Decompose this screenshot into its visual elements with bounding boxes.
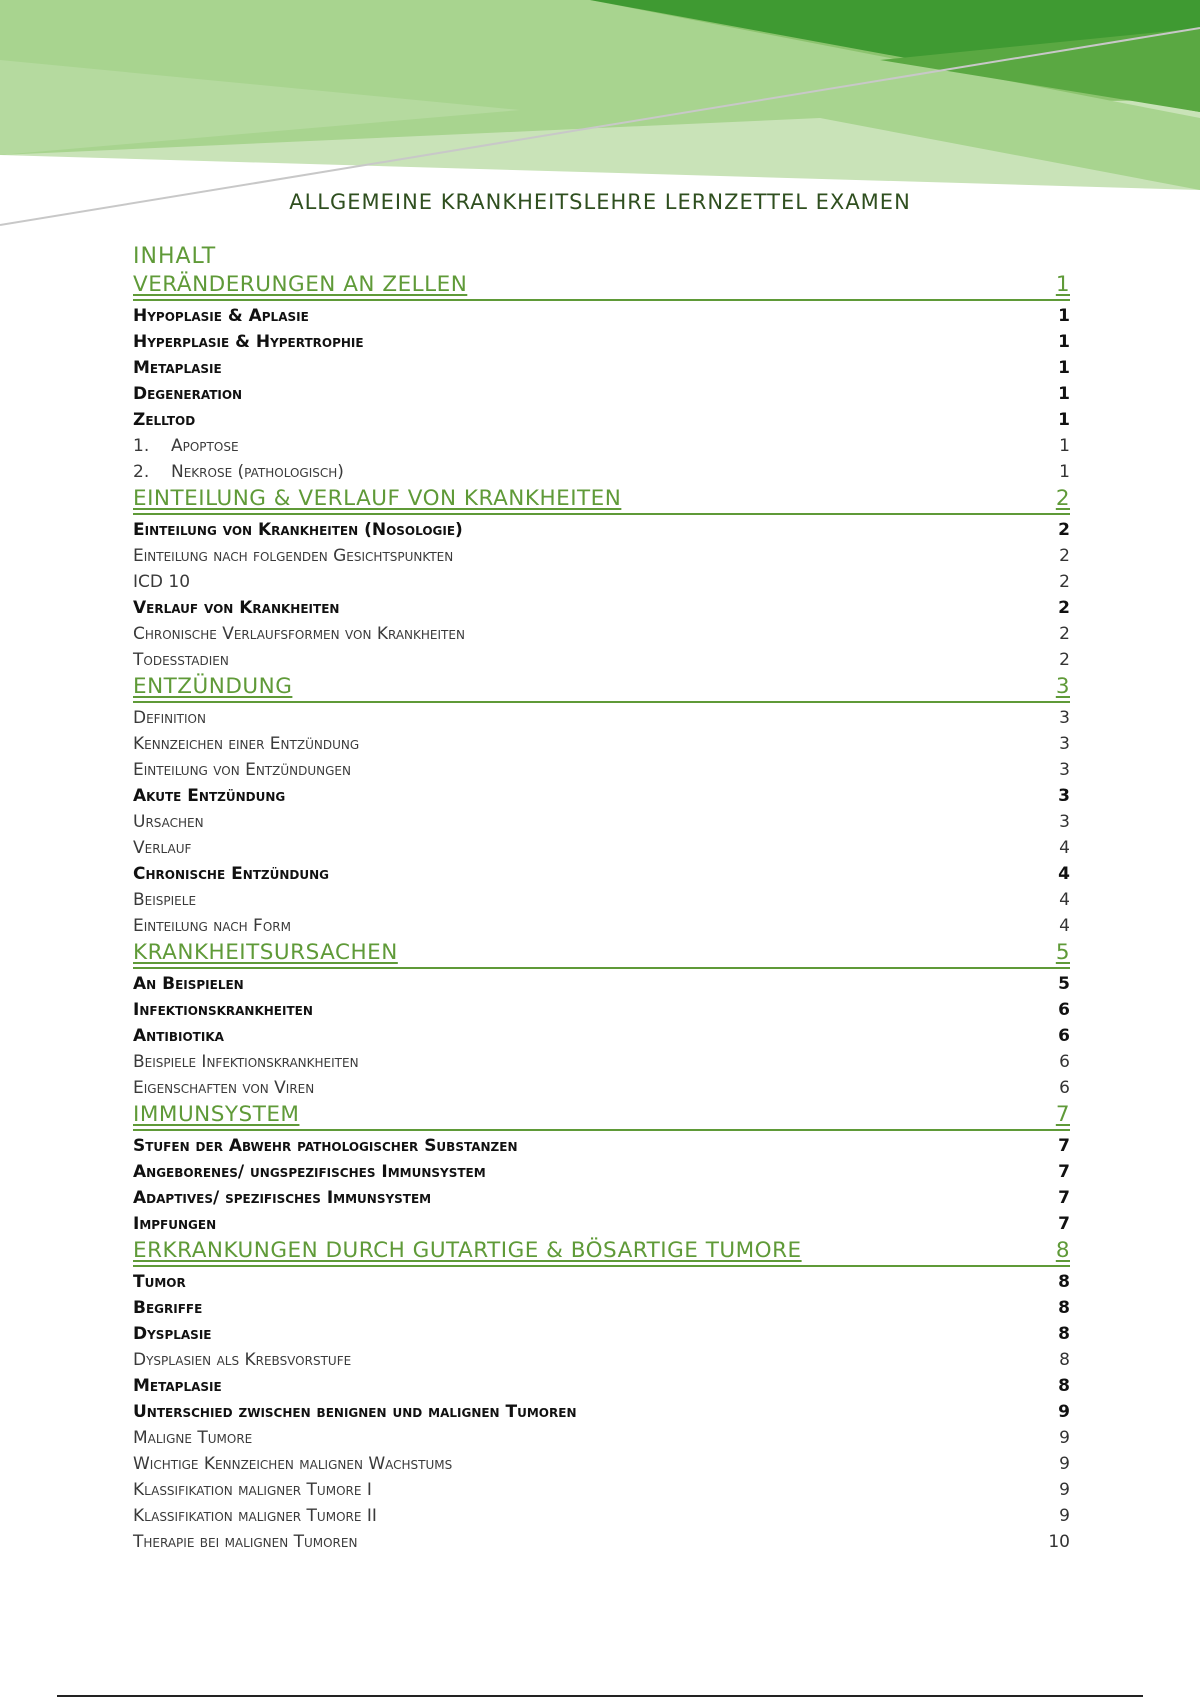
- toc-entry[interactable]: [133, 647, 1070, 673]
- toc-entry[interactable]: [133, 1451, 1070, 1477]
- toc-entry-label: [133, 1295, 202, 1321]
- toc-entry-page: 2: [1059, 650, 1070, 670]
- toc-entry-text: Klassifikation maligner Tumore II: [133, 1506, 377, 1526]
- toc-entry-text: Nekrose (pathologisch): [171, 462, 344, 482]
- toc-entry-label: [133, 1133, 518, 1159]
- toc-entry-label: [133, 861, 329, 887]
- toc-entry-label: [133, 673, 292, 701]
- toc-entry[interactable]: [133, 809, 1070, 835]
- toc-entry-label: [133, 517, 463, 543]
- toc-entry-page: 2: [1059, 546, 1070, 566]
- toc-entry-text: Chronische Entzündung: [133, 864, 330, 884]
- toc-entry-label: [133, 355, 222, 381]
- toc-entry-label: [133, 1101, 299, 1129]
- toc-entry-page: 9: [1059, 1428, 1070, 1448]
- toc-entry-text: Adaptives/ spezifisches Immunsystem: [133, 1188, 432, 1208]
- toc-heading: INHALT: [133, 244, 217, 269]
- toc-entry[interactable]: [133, 1295, 1070, 1321]
- toc-entry-page: 3: [1059, 812, 1070, 832]
- toc-entry-number: 1.: [133, 436, 150, 456]
- toc-entry-label: [133, 1185, 431, 1211]
- footer-rule: [57, 1695, 1143, 1697]
- toc-entry[interactable]: [133, 731, 1070, 757]
- toc-entry-text: Kennzeichen einer Entzündung: [133, 734, 360, 754]
- toc-entry-page: 4: [1059, 838, 1070, 858]
- toc-entry-page: 1: [1055, 272, 1070, 297]
- toc-entry[interactable]: [133, 705, 1070, 731]
- toc-entry-page: 2: [1058, 520, 1070, 540]
- toc-entry[interactable]: [133, 517, 1070, 543]
- toc-entry-text: VERÄNDERUNGEN AN ZELLEN: [133, 272, 468, 297]
- toc-section-entry[interactable]: [133, 485, 1070, 515]
- toc-entry-text: EINTEILUNG & VERLAUF VON KRANKHEITEN: [133, 486, 622, 511]
- toc-entry-text: Tumor: [133, 1272, 186, 1292]
- toc-entry-page: 4: [1058, 864, 1070, 884]
- toc-entry[interactable]: [133, 1477, 1070, 1503]
- toc-entry-page: 8: [1058, 1272, 1070, 1292]
- toc-entry-text: Einteilung nach Form: [133, 916, 291, 936]
- toc-entry-text: Apoptose: [171, 436, 239, 456]
- toc-entry-number: 2.: [133, 462, 150, 482]
- toc-entry[interactable]: [133, 861, 1070, 887]
- toc-entry-text: Degeneration: [133, 384, 243, 404]
- toc-entry[interactable]: [133, 1159, 1070, 1185]
- toc-entry[interactable]: [133, 407, 1070, 433]
- toc-entry-page: 7: [1058, 1162, 1070, 1182]
- toc-entry-label: [133, 569, 190, 595]
- toc-entry[interactable]: [133, 757, 1070, 783]
- toc-entry-label: [133, 997, 313, 1023]
- toc-entry-label: [133, 433, 239, 459]
- toc-entry-text: Begriffe: [133, 1298, 203, 1318]
- toc-entry-label: [133, 809, 204, 835]
- toc-entry-text: KRANKHEITSURSACHEN: [133, 940, 398, 965]
- toc-section-entry[interactable]: [133, 1237, 1070, 1267]
- toc-entry-text: Hyperplasie & Hypertrophie: [133, 332, 364, 352]
- toc-entry-page: 1: [1058, 358, 1070, 378]
- toc-entry-label: [133, 757, 351, 783]
- toc-entry-text: Stufen der Abwehr pathologischer Substanzen: [133, 1136, 518, 1156]
- toc-entry-text: ENTZÜNDUNG: [133, 674, 293, 699]
- toc-entry-text: Dysplasien als Krebsvorstufe: [133, 1350, 352, 1370]
- toc-entry-label: [133, 913, 291, 939]
- toc-entry-text: Wichtige Kennzeichen malignen Wachstums: [133, 1454, 453, 1474]
- toc-entry[interactable]: [133, 1503, 1070, 1529]
- toc-entry-page: 8: [1058, 1376, 1070, 1396]
- toc-entry-page: 8: [1055, 1238, 1070, 1263]
- toc-entry-page: 2: [1055, 486, 1070, 511]
- toc-entry-label: [133, 1503, 377, 1529]
- toc-entry-page: 1: [1058, 384, 1070, 404]
- toc-entry-label: [133, 329, 364, 355]
- toc-entry-label: [133, 971, 244, 997]
- toc-entry[interactable]: [133, 913, 1070, 939]
- toc-entry-text: Einteilung von Krankheiten (Nosologie): [133, 520, 463, 540]
- toc-entry-label: [133, 1321, 211, 1347]
- toc-entry-text: Beispiele: [133, 890, 197, 910]
- table-of-contents: [133, 243, 1070, 1555]
- toc-entry-label: [133, 1477, 372, 1503]
- toc-entry-text: An Beispielen: [133, 974, 244, 994]
- toc-entry-text: Einteilung nach folgenden Gesichtspunkten: [133, 546, 454, 566]
- toc-entry[interactable]: [133, 783, 1070, 809]
- toc-entry-label: [133, 543, 453, 569]
- toc-entry-page: 6: [1059, 1052, 1070, 1072]
- toc-entry-text: Chronische Verlaufsformen von Krankheiten: [133, 624, 465, 644]
- toc-entry-page: 5: [1055, 940, 1070, 965]
- toc-entry-text: Verlauf: [133, 838, 192, 858]
- toc-entry-label: [133, 731, 359, 757]
- toc-entry-label: [133, 1269, 186, 1295]
- toc-entry-page: 7: [1055, 1102, 1070, 1127]
- toc-entry-page: 5: [1058, 974, 1070, 994]
- toc-entry-text: Metaplasie: [133, 1376, 222, 1396]
- toc-entry-text: Therapie bei malignen Tumoren: [133, 1532, 358, 1552]
- toc-entry-label: [133, 705, 206, 731]
- toc-entry-label: [133, 459, 344, 485]
- toc-entry-page: 4: [1059, 916, 1070, 936]
- toc-entry-label: [133, 783, 285, 809]
- toc-entry[interactable]: [133, 1049, 1070, 1075]
- toc-entry-page: 9: [1058, 1402, 1070, 1422]
- toc-entry-text: Unterschied zwischen benignen und malignen Tumoren: [133, 1402, 577, 1422]
- toc-entry-label: [133, 621, 465, 647]
- toc-entry-label: [133, 1075, 314, 1101]
- toc-entry-page: 8: [1059, 1350, 1070, 1370]
- toc-entry[interactable]: [133, 595, 1070, 621]
- toc-entry-text: Beispiele Infektionskrankheiten: [133, 1052, 359, 1072]
- toc-entry[interactable]: [133, 1211, 1070, 1237]
- toc-entry-page: 6: [1059, 1078, 1070, 1098]
- toc-entry[interactable]: [133, 381, 1070, 407]
- toc-entry-label: [133, 1237, 802, 1265]
- toc-entry-page: 3: [1059, 734, 1070, 754]
- toc-entry[interactable]: [133, 971, 1070, 997]
- toc-entry-page: 1: [1058, 332, 1070, 352]
- toc-entry-page: 1: [1059, 462, 1070, 482]
- toc-entry-text: Impfungen: [133, 1214, 217, 1234]
- toc-entry-text: ICD 10: [133, 572, 191, 592]
- toc-entry-label: [133, 1023, 224, 1049]
- toc-entry-page: 2: [1059, 572, 1070, 592]
- toc-entry-label: [133, 887, 196, 913]
- toc-entry-page: 2: [1058, 598, 1070, 618]
- toc-entry[interactable]: [133, 1373, 1070, 1399]
- toc-entry-page: 7: [1058, 1136, 1070, 1156]
- toc-list: [133, 271, 1070, 1555]
- toc-entry-text: Infektionskrankheiten: [133, 1000, 313, 1020]
- toc-entry-text: IMMUNSYSTEM: [133, 1102, 300, 1127]
- toc-entry-text: Antibiotika: [133, 1026, 224, 1046]
- toc-entry-page: 9: [1059, 1454, 1070, 1474]
- toc-entry-page: 6: [1058, 1000, 1070, 1020]
- toc-entry-text: Akute Entzündung: [133, 786, 286, 806]
- toc-entry-page: 10: [1048, 1532, 1070, 1552]
- toc-entry-label: [133, 1159, 486, 1185]
- toc-entry[interactable]: [133, 1269, 1070, 1295]
- toc-entry[interactable]: [133, 1321, 1070, 1347]
- toc-entry-page: 8: [1058, 1324, 1070, 1344]
- toc-entry-text: Todesstadien: [133, 650, 229, 670]
- toc-entry[interactable]: [133, 1347, 1070, 1373]
- toc-entry-label: [133, 647, 229, 673]
- toc-entry-page: 3: [1055, 674, 1070, 699]
- toc-entry-text: Eigenschaften von Viren: [133, 1078, 315, 1098]
- toc-entry[interactable]: [133, 1185, 1070, 1211]
- toc-entry-label: [133, 271, 467, 299]
- toc-entry[interactable]: [133, 1023, 1070, 1049]
- toc-entry[interactable]: [133, 621, 1070, 647]
- toc-entry-text: Dysplasie: [133, 1324, 212, 1344]
- toc-section-entry[interactable]: [133, 939, 1070, 969]
- toc-section-entry[interactable]: [133, 1101, 1070, 1131]
- toc-entry[interactable]: [133, 835, 1070, 861]
- toc-entry-text: Klassifikation maligner Tumore I: [133, 1480, 372, 1500]
- toc-entry-label: [133, 485, 621, 513]
- toc-entry-text: Maligne Tumore: [133, 1428, 253, 1448]
- toc-entry[interactable]: [133, 303, 1070, 329]
- toc-entry-label: [133, 835, 191, 861]
- toc-entry[interactable]: [133, 329, 1070, 355]
- toc-section-entry[interactable]: [133, 271, 1070, 301]
- toc-entry-page: 1: [1059, 436, 1070, 456]
- toc-entry-label: [133, 407, 195, 433]
- toc-entry-label: [133, 303, 309, 329]
- toc-entry-label: [133, 381, 242, 407]
- toc-entry-page: 2: [1059, 624, 1070, 644]
- toc-entry[interactable]: [133, 459, 1070, 485]
- toc-section-entry[interactable]: [133, 673, 1070, 703]
- toc-entry-page: 7: [1058, 1188, 1070, 1208]
- toc-entry-label: [133, 1451, 452, 1477]
- toc-entry-text: Zelltod: [133, 410, 196, 430]
- toc-entry[interactable]: [133, 569, 1070, 595]
- toc-entry-page: 1: [1058, 410, 1070, 430]
- toc-entry[interactable]: [133, 997, 1070, 1023]
- toc-entry-page: 9: [1059, 1506, 1070, 1526]
- toc-entry[interactable]: [133, 543, 1070, 569]
- toc-entry-page: 4: [1059, 890, 1070, 910]
- toc-entry-text: Ursachen: [133, 812, 204, 832]
- toc-entry[interactable]: [133, 433, 1070, 459]
- toc-entry[interactable]: [133, 1075, 1070, 1101]
- toc-entry-text: Verlauf von Krankheiten: [133, 598, 340, 618]
- toc-entry-text: ERKRANKUNGEN DURCH GUTARTIGE & BÖSARTIGE TUMORE: [133, 1238, 802, 1263]
- toc-entry-text: Angeborenes/ ungspezifisches Immunsystem: [133, 1162, 486, 1182]
- toc-entry-text: Einteilung von Entzündungen: [133, 760, 351, 780]
- document-title: ALLGEMEINE KRANKHEITSLEHRE LERNZETTEL EXAMEN: [289, 190, 911, 214]
- toc-entry-text: Metaplasie: [133, 358, 222, 378]
- toc-entry-page: 6: [1058, 1026, 1070, 1046]
- toc-entry[interactable]: [133, 1399, 1070, 1425]
- toc-entry[interactable]: [133, 887, 1070, 913]
- toc-entry[interactable]: [133, 355, 1070, 381]
- toc-entry-text: Hypoplasie & Aplasie: [133, 306, 309, 326]
- toc-entry-label: [133, 595, 339, 621]
- toc-entry-page: 3: [1059, 708, 1070, 728]
- toc-entry-label: [133, 939, 398, 967]
- toc-entry-label: [133, 1529, 357, 1555]
- toc-entry[interactable]: [133, 1529, 1070, 1555]
- toc-entry-page: 9: [1059, 1480, 1070, 1500]
- toc-entry-page: 7: [1058, 1214, 1070, 1234]
- toc-entry-page: 3: [1059, 760, 1070, 780]
- toc-entry[interactable]: [133, 1425, 1070, 1451]
- toc-entry-label: [133, 1373, 222, 1399]
- toc-entry-label: [133, 1399, 576, 1425]
- toc-entry-page: 1: [1058, 306, 1070, 326]
- toc-entry-label: [133, 1425, 252, 1451]
- toc-entry-page: 3: [1058, 786, 1070, 806]
- toc-entry[interactable]: [133, 1133, 1070, 1159]
- toc-entry-label: [133, 1347, 351, 1373]
- toc-entry-text: Definition: [133, 708, 206, 728]
- toc-entry-label: [133, 1049, 359, 1075]
- toc-entry-page: 8: [1058, 1298, 1070, 1318]
- toc-entry-label: [133, 1211, 216, 1237]
